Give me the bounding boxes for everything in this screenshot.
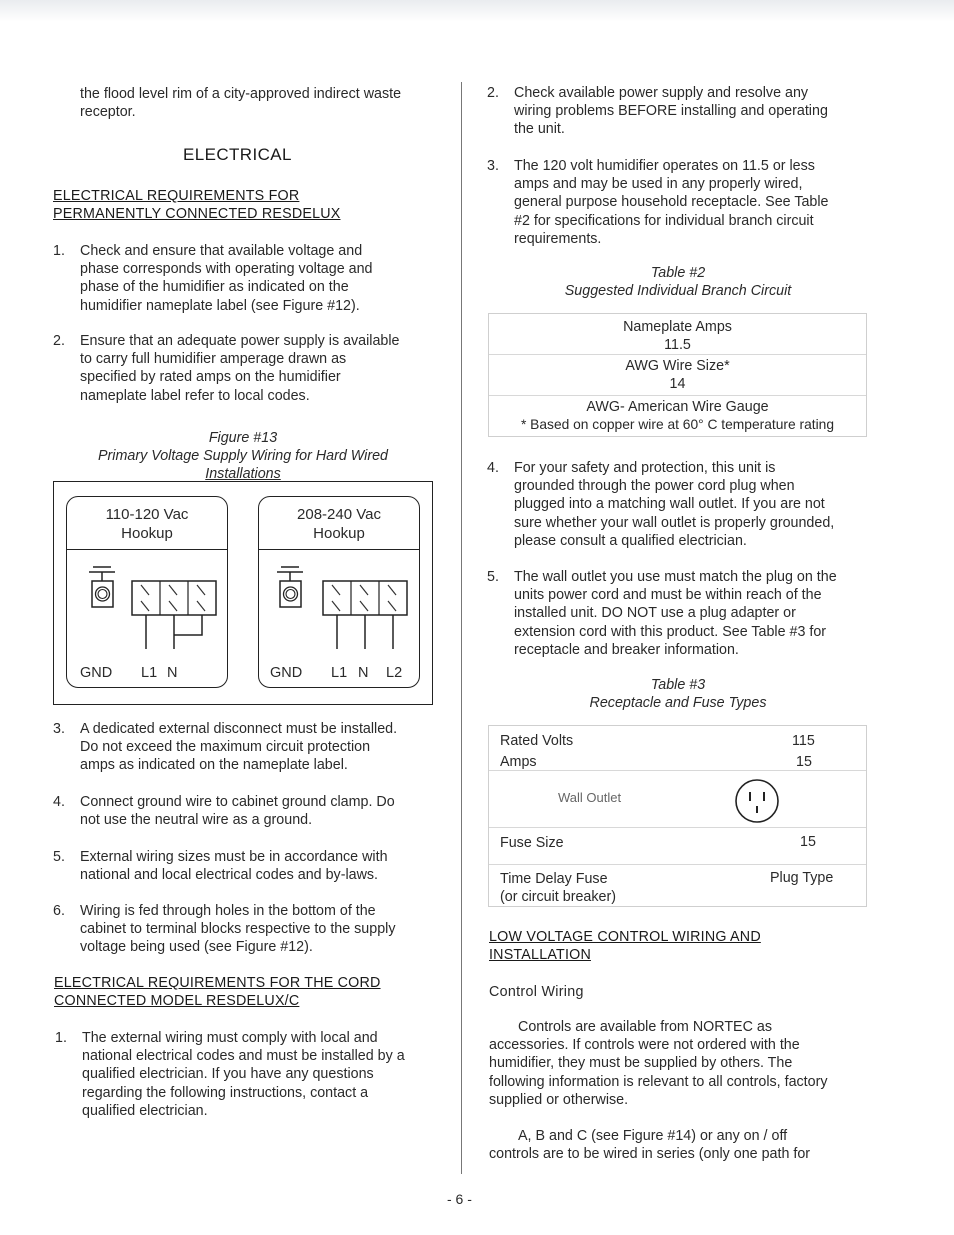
item-number: 1.: [53, 243, 65, 259]
item-line: The external wiring must comply with local and: [82, 1030, 378, 1046]
paragraph-series: [489, 1127, 949, 1163]
amps-value: 15: [796, 754, 812, 770]
table-cell-label: AWG Wire Size*: [625, 358, 730, 374]
figure-13-caption: [53, 429, 433, 483]
item-number: 1.: [55, 1030, 67, 1046]
item-text: [82, 1029, 405, 1120]
terminal-block-icon: [67, 551, 227, 661]
item-line: please consult a qualified electrician.: [514, 532, 747, 549]
figure-title: Figure #13: [208, 430, 278, 446]
item-text: [514, 568, 837, 659]
item-line: units power cord and must be within reach of the: [514, 587, 822, 604]
table-row: [489, 865, 866, 905]
item-number: 4.: [53, 794, 65, 810]
subheading-low-voltage: [489, 928, 761, 964]
item-text: [80, 332, 400, 405]
item-number: 6.: [53, 903, 65, 919]
item-text: [514, 84, 828, 139]
table-2-caption: [488, 264, 868, 300]
intro-line: the flood level rim of a city-approved indirect waste: [80, 86, 402, 102]
para-line: controls are to be wired in series (only one path for: [489, 1146, 811, 1163]
item-line: to carry full humidifier amperage drawn as: [80, 351, 347, 368]
table-row: [489, 318, 866, 355]
para-line: following information is relevant to all controls, factory: [489, 1073, 828, 1090]
table-title: Table #3: [650, 677, 706, 693]
item-line: humidifier nameplate label (see Figure #12).: [80, 297, 360, 314]
amps-label: Amps: [500, 754, 537, 770]
item-number: 5.: [53, 849, 65, 865]
hookup-voltage: 208-240 Vac: [297, 506, 381, 523]
item-line: Check and ensure that available voltage and: [80, 243, 363, 259]
item-text: [80, 242, 373, 315]
control-wiring-heading: Control Wiring: [489, 984, 584, 1000]
table-subtitle: Receptacle and Fuse Types: [589, 695, 767, 711]
table-3-caption: [488, 676, 868, 712]
subheading-line: PERMANENTLY CONNECTED RESDELUX: [53, 206, 341, 222]
subheading-line: CONNECTED MODEL RESDELUX/C: [54, 993, 300, 1009]
terminal-block-icon: [259, 551, 419, 661]
rated-volts-value: 115: [792, 733, 815, 749]
item-line: not use the neutral wire as a ground.: [80, 812, 313, 829]
terminal-n-label: N: [167, 665, 178, 681]
para-line: A, B and C (see Figure #14) or any on / off: [518, 1128, 788, 1144]
item-line: amps and may be used in any properly wired,: [514, 176, 803, 193]
terminal-gnd-label: GND: [80, 665, 113, 681]
item-line: wiring problems BEFORE installing and operating: [514, 103, 828, 120]
hookup-word: Hookup: [121, 525, 173, 542]
table-row: [489, 828, 866, 865]
table-cell-label: Nameplate Amps: [623, 319, 732, 335]
item-line: Connect ground wire to cabinet ground clamp. Do: [80, 794, 395, 810]
hookup-word: Hookup: [313, 525, 365, 542]
table-row: [489, 730, 866, 771]
item-text: [80, 720, 397, 775]
item-line: cabinet to terminal blocks respective to the supply: [80, 921, 396, 938]
subheading-line: LOW VOLTAGE CONTROL WIRING AND: [489, 929, 761, 945]
item-line: voltage being used (see Figure #12).: [80, 939, 313, 956]
figure-13-wiring-diagram: [53, 481, 433, 705]
hookup-separator: [259, 549, 419, 550]
item-line: grounded through the power cord plug when: [514, 478, 795, 495]
table-cell-value: 14: [669, 376, 686, 392]
item-number: 3.: [487, 158, 499, 174]
para-line: Controls are available from NORTEC as: [518, 1019, 772, 1035]
subheading-permanent: [53, 187, 341, 223]
terminal-gnd-label: GND: [270, 665, 303, 681]
paragraph-controls: [489, 1018, 949, 1109]
table-subtitle: Suggested Individual Branch Circuit: [564, 283, 792, 299]
table-row: [489, 398, 866, 434]
table-cell-value: 11.5: [664, 337, 691, 353]
intro-text: [80, 85, 401, 121]
item-line: The 120 volt humidifier operates on 11.5 or less: [514, 158, 815, 174]
item-number: 4.: [487, 460, 499, 476]
subheading-line: INSTALLATION: [489, 947, 591, 963]
scan-top-band: [0, 0, 954, 22]
item-line: general purpose household receptacle. See Table: [514, 194, 829, 211]
item-line: receptacle and breaker information.: [514, 641, 739, 658]
item-line: regarding the following instructions, contact a: [82, 1084, 369, 1101]
hookup-label: [67, 505, 227, 543]
figure-subtitle: Primary Voltage Supply Wiring for Hard Wired: [97, 448, 388, 464]
item-line: A dedicated external disconnect must be installed.: [80, 721, 398, 737]
item-line: qualified electrician.: [82, 1102, 208, 1119]
item-line: #2 for specifications for individual branch circuit: [514, 212, 814, 229]
item-number: 3.: [53, 721, 65, 737]
item-text: [80, 902, 396, 957]
item-text: [514, 157, 829, 248]
subheading-line: ELECTRICAL REQUIREMENTS FOR THE CORD: [54, 975, 381, 991]
item-text: [514, 459, 834, 550]
item-line: extension cord with this product. See Table #3 for: [514, 623, 827, 640]
item-line: requirements.: [514, 230, 602, 247]
table-row: [489, 357, 866, 396]
hookup-label: [259, 505, 419, 543]
item-line: amps as indicated on the nameplate label.: [80, 757, 348, 774]
item-line: phase of the humidifier as indicated on the: [80, 279, 349, 296]
item-line: national and local electrical codes and by-laws.: [80, 867, 379, 884]
item-line: national electrical codes and must be installed by a: [82, 1048, 405, 1065]
table-cell-label: AWG- American Wire Gauge: [586, 399, 769, 415]
table-footnote: * Based on copper wire at 60° C temperature rating: [520, 417, 835, 432]
item-line: the unit.: [514, 121, 565, 138]
item-line: Do not exceed the maximum circuit protection: [80, 739, 371, 756]
label-line: (or circuit breaker): [500, 889, 616, 905]
item-line: Wiring is fed through holes in the bottom of the: [80, 903, 376, 919]
item-line: Check available power supply and resolve any: [514, 85, 809, 101]
wall-outlet-label: Wall Outlet: [558, 790, 622, 805]
item-line: Ensure that an adequate power supply is available: [80, 333, 400, 349]
item-number: 5.: [487, 569, 499, 585]
item-line: External wiring sizes must be in accordance with: [80, 849, 388, 865]
para-line: accessories. If controls were not ordered with the: [489, 1037, 800, 1054]
para-line: supplied or otherwise.: [489, 1091, 629, 1108]
time-delay-fuse-label: [500, 870, 616, 906]
terminal-l2-label: L2: [386, 665, 403, 681]
item-line: The wall outlet you use must match the plug on the: [514, 569, 837, 585]
subheading-line: ELECTRICAL REQUIREMENTS FOR: [53, 188, 300, 204]
hookup-208-240: [258, 496, 420, 688]
item-line: For your safety and protection, this unit is: [514, 460, 776, 476]
intro-line: receptor.: [80, 104, 136, 121]
subheading-cord-connected: [54, 974, 381, 1010]
rated-volts-label: Rated Volts: [500, 733, 574, 749]
plug-type-label: Plug Type: [770, 870, 834, 886]
table-2: [488, 313, 867, 437]
table-title: Table #2: [650, 265, 706, 281]
item-line: sure whether your wall outlet is properly grounded,: [514, 514, 835, 531]
item-number: 2.: [487, 85, 499, 101]
item-line: specified by rated amps on the humidifier: [80, 369, 341, 386]
terminal-l1-label: L1: [331, 665, 348, 681]
para-line: humidifier, they must be supplied by others. The: [489, 1055, 793, 1072]
section-heading-electrical: ELECTRICAL: [183, 145, 292, 164]
item-text: [80, 848, 388, 884]
item-line: plugged into a matching wall outlet. If you are not: [514, 496, 825, 513]
figure-subtitle: Installations: [205, 466, 281, 482]
fuse-size-label: Fuse Size: [500, 835, 564, 851]
hookup-separator: [67, 549, 227, 550]
item-line: nameplate label refer to local codes.: [80, 387, 310, 404]
terminal-l1-label: L1: [141, 665, 158, 681]
label-line: Time Delay Fuse: [500, 871, 608, 887]
item-text: [80, 793, 395, 829]
fuse-size-value: 15: [800, 834, 816, 850]
table-row: [489, 771, 866, 828]
column-divider: [461, 82, 462, 1174]
item-line: qualified electrician. If you have any questions: [82, 1066, 374, 1083]
hookup-voltage: 110-120 Vac: [105, 506, 189, 523]
hookup-110-120: [66, 496, 228, 688]
wall-outlet-icon: [733, 777, 781, 825]
item-number: 2.: [53, 333, 65, 349]
item-line: installed unit. DO NOT use a plug adapter or: [514, 605, 796, 622]
item-line: phase corresponds with operating voltage and: [80, 261, 373, 278]
terminal-n-label: N: [358, 665, 369, 681]
page-number: - 6 -: [447, 1191, 472, 1207]
table-3: [488, 725, 867, 907]
